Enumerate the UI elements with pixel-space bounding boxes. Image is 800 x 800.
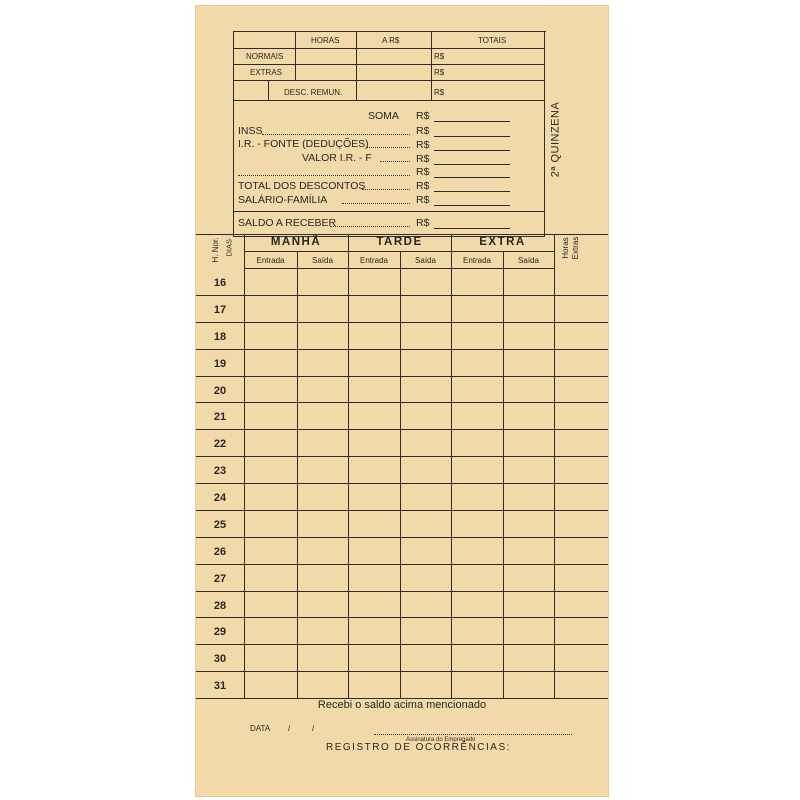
tarde-entrada-cell[interactable] bbox=[348, 510, 400, 537]
tarde-saida-cell[interactable] bbox=[400, 322, 451, 349]
horas-extras-cell[interactable] bbox=[554, 402, 608, 429]
horas-extras-cell[interactable] bbox=[554, 671, 608, 698]
horas-extras-cell[interactable] bbox=[554, 349, 608, 376]
col-totais: TOTAIS bbox=[478, 36, 507, 45]
day-label: 24 bbox=[213, 492, 227, 504]
tarde-entrada-cell[interactable] bbox=[348, 322, 400, 349]
date-slash-1: / bbox=[288, 724, 291, 733]
received-text: Recebi o saldo acima mencionado bbox=[317, 699, 487, 711]
manha-saida-cell[interactable] bbox=[297, 376, 348, 403]
tarde-saida-cell[interactable] bbox=[400, 671, 451, 698]
extra-entrada-cell[interactable] bbox=[451, 564, 503, 591]
extra-entrada-cell[interactable] bbox=[451, 591, 503, 618]
tarde-saida-cell[interactable] bbox=[400, 510, 451, 537]
day-label: 31 bbox=[213, 680, 227, 693]
ir-fonte-currency: R$ bbox=[416, 139, 430, 151]
day-label: 27 bbox=[213, 572, 227, 585]
extra-entrada-cell[interactable] bbox=[451, 402, 503, 429]
manha-saida-cell[interactable] bbox=[297, 429, 348, 456]
manha-entrada-cell[interactable] bbox=[244, 429, 297, 456]
salario-familia-field[interactable] bbox=[434, 205, 510, 206]
manha-entrada-cell[interactable] bbox=[244, 564, 297, 591]
manha-entrada-cell[interactable] bbox=[244, 349, 297, 376]
tarde-entrada-cell[interactable] bbox=[348, 402, 400, 429]
tarde-entrada-cell[interactable] bbox=[348, 644, 400, 671]
tarde-saida: Saída bbox=[415, 256, 436, 265]
tarde-entrada: Entrada bbox=[359, 256, 389, 265]
manha-saida-cell[interactable] bbox=[297, 349, 348, 376]
date-slash-2: / bbox=[312, 724, 315, 733]
manha-saida: Saída bbox=[312, 256, 333, 265]
tarde-saida-cell[interactable] bbox=[400, 295, 451, 322]
manha-saida-cell[interactable] bbox=[297, 564, 348, 591]
manha-saida-cell[interactable] bbox=[297, 617, 348, 644]
saldo-currency: R$ bbox=[416, 217, 430, 229]
blank-currency: R$ bbox=[416, 166, 430, 178]
total-descontos-field[interactable] bbox=[434, 191, 510, 192]
day-label: 29 bbox=[213, 626, 227, 639]
registro-ocorrencias: REGISTRO DE OCORRÊNCIAS: bbox=[326, 742, 511, 753]
tarde-saida-cell[interactable] bbox=[400, 429, 451, 456]
extra-saida-cell[interactable] bbox=[503, 268, 554, 295]
manha-saida-cell[interactable] bbox=[297, 456, 348, 483]
horas-extras-cell[interactable] bbox=[554, 456, 608, 483]
manha-saida-cell[interactable] bbox=[297, 591, 348, 618]
valor-ir-label: VALOR I.R. - F bbox=[302, 152, 372, 164]
tarde-saida-cell[interactable] bbox=[400, 617, 451, 644]
soma-label: SOMA bbox=[368, 110, 399, 122]
currency-desc: R$ bbox=[434, 88, 445, 97]
day-label: 17 bbox=[213, 303, 227, 316]
horas-extras-cell[interactable] bbox=[554, 483, 608, 510]
manha-saida-cell[interactable] bbox=[297, 510, 348, 537]
tarde-entrada-cell[interactable] bbox=[348, 617, 400, 644]
tarde-entrada-cell[interactable] bbox=[348, 591, 400, 618]
horas-extras-cell[interactable] bbox=[554, 564, 608, 591]
tarde-entrada-cell[interactable] bbox=[348, 376, 400, 403]
manha-entrada-cell[interactable] bbox=[244, 644, 297, 671]
extra-saida-cell[interactable] bbox=[503, 564, 554, 591]
manha-saida-cell[interactable] bbox=[297, 644, 348, 671]
extra-saida-cell[interactable] bbox=[503, 376, 554, 403]
extra-entrada-cell[interactable] bbox=[451, 537, 503, 564]
extras-label: Extras bbox=[571, 236, 580, 260]
total-descontos-label: TOTAL DOS DESCONTOS bbox=[238, 180, 366, 192]
extra-entrada-cell[interactable] bbox=[451, 322, 503, 349]
extra-entrada-cell[interactable] bbox=[451, 376, 503, 403]
currency-extras: R$ bbox=[434, 68, 445, 77]
salario-familia-label: SALÁRIO-FAMÍLIA bbox=[238, 194, 328, 206]
extra-entrada-cell[interactable] bbox=[451, 295, 503, 322]
tarde-header: TARDE bbox=[376, 236, 423, 248]
signature-line[interactable] bbox=[374, 734, 572, 735]
extra-entrada-cell[interactable] bbox=[451, 671, 503, 698]
horas-extras-cell[interactable] bbox=[554, 617, 608, 644]
horas-extras-cell[interactable] bbox=[554, 537, 608, 564]
manha-entrada-cell[interactable] bbox=[244, 295, 297, 322]
data-label: DATA bbox=[250, 724, 271, 733]
signature-label: Assinatura do Empregado bbox=[406, 737, 476, 743]
day-label: 26 bbox=[213, 545, 227, 558]
manha-saida-cell[interactable] bbox=[297, 322, 348, 349]
extra-saida-cell[interactable] bbox=[503, 456, 554, 483]
saldo-label: SALDO A RECEBER bbox=[238, 217, 337, 229]
manha-entrada-cell[interactable] bbox=[244, 537, 297, 564]
tarde-entrada-cell[interactable] bbox=[348, 295, 400, 322]
manha-entrada-cell[interactable] bbox=[244, 671, 297, 698]
horas-extras-cell[interactable] bbox=[554, 510, 608, 537]
day-label: 22 bbox=[213, 438, 227, 451]
horas-extras-cell[interactable] bbox=[554, 268, 608, 295]
soma-field[interactable] bbox=[434, 121, 510, 122]
row-extras: EXTRAS bbox=[250, 68, 283, 77]
row-normais: NORMAIS bbox=[246, 52, 284, 61]
day-label: 21 bbox=[213, 411, 227, 424]
extra-saida-cell[interactable] bbox=[503, 510, 554, 537]
tarde-entrada-cell[interactable] bbox=[348, 671, 400, 698]
day-label: 23 bbox=[213, 465, 227, 478]
blank-field[interactable] bbox=[434, 177, 510, 178]
extra-entrada-cell[interactable] bbox=[451, 483, 503, 510]
extra-entrada-cell[interactable] bbox=[451, 510, 503, 537]
day-label: 25 bbox=[213, 518, 227, 531]
day-label: 16 bbox=[213, 277, 227, 289]
horas-extras-cell[interactable] bbox=[554, 644, 608, 671]
valor-ir-currency: R$ bbox=[416, 153, 430, 165]
manha-entrada-cell[interactable] bbox=[244, 483, 297, 510]
tarde-saida-cell[interactable] bbox=[400, 591, 451, 618]
tarde-entrada-cell[interactable] bbox=[348, 268, 400, 295]
valor-ir-field[interactable] bbox=[434, 164, 510, 165]
manha-entrada: Entrada bbox=[256, 256, 285, 265]
tarde-entrada-cell[interactable] bbox=[348, 429, 400, 456]
day-label: 18 bbox=[213, 330, 227, 343]
extra-saida-cell[interactable] bbox=[503, 295, 554, 322]
tarde-saida-cell[interactable] bbox=[400, 456, 451, 483]
extra-saida-cell[interactable] bbox=[503, 644, 554, 671]
extra-saida-cell[interactable] bbox=[503, 537, 554, 564]
tarde-saida-cell[interactable] bbox=[400, 564, 451, 591]
tarde-saida-cell[interactable] bbox=[400, 537, 451, 564]
row-desc-remun: DESC. REMUN. bbox=[284, 88, 343, 97]
tarde-saida-cell[interactable] bbox=[400, 644, 451, 671]
h-nor-label: H. Nor. bbox=[211, 237, 220, 263]
day-label: 28 bbox=[213, 599, 227, 612]
extra-saida-cell[interactable] bbox=[503, 349, 554, 376]
saldo-field[interactable] bbox=[434, 228, 510, 229]
manha-entrada-cell[interactable] bbox=[244, 591, 297, 618]
tarde-saida-cell[interactable] bbox=[400, 349, 451, 376]
day-label: 30 bbox=[213, 653, 227, 666]
extra-entrada: Entrada bbox=[462, 256, 492, 265]
tarde-saida-cell[interactable] bbox=[400, 483, 451, 510]
tarde-entrada-cell[interactable] bbox=[348, 483, 400, 510]
manha-saida-cell[interactable] bbox=[297, 537, 348, 564]
manha-saida-cell[interactable] bbox=[297, 268, 348, 295]
inss-label: INSS bbox=[238, 125, 263, 137]
tarde-entrada-cell[interactable] bbox=[348, 456, 400, 483]
extra-header: EXTRA bbox=[479, 236, 526, 248]
soma-currency: R$ bbox=[416, 110, 430, 122]
ir-fonte-field[interactable] bbox=[434, 150, 510, 151]
day-label: 19 bbox=[213, 357, 227, 370]
tarde-entrada-cell[interactable] bbox=[348, 537, 400, 564]
salario-familia-currency: R$ bbox=[416, 194, 430, 206]
inss-currency: R$ bbox=[416, 125, 430, 137]
extra-saida-cell[interactable] bbox=[503, 617, 554, 644]
manha-saida-cell[interactable] bbox=[297, 295, 348, 322]
extra-saida-cell[interactable] bbox=[503, 591, 554, 618]
manha-entrada-cell[interactable] bbox=[244, 402, 297, 429]
dias-label: DIAS bbox=[224, 239, 234, 257]
manha-entrada-cell[interactable] bbox=[244, 376, 297, 403]
horas-extras-cell[interactable] bbox=[554, 429, 608, 456]
extra-entrada-cell[interactable] bbox=[451, 268, 503, 295]
horas-extras-cell[interactable] bbox=[554, 295, 608, 322]
quinzena-label: 2ª QUINZENA bbox=[549, 101, 562, 178]
col-a-rs: A R$ bbox=[382, 36, 400, 45]
inss-field[interactable] bbox=[434, 136, 510, 137]
extra-entrada-cell[interactable] bbox=[451, 429, 503, 456]
time-card bbox=[196, 6, 608, 796]
extra-saida-cell[interactable] bbox=[503, 429, 554, 456]
extra-entrada-cell[interactable] bbox=[451, 456, 503, 483]
manha-entrada-cell[interactable] bbox=[244, 617, 297, 644]
manha-saida-cell[interactable] bbox=[297, 671, 348, 698]
tarde-saida-cell[interactable] bbox=[400, 268, 451, 295]
tarde-entrada-cell[interactable] bbox=[348, 349, 400, 376]
extra-saida-cell[interactable] bbox=[503, 671, 554, 698]
tarde-saida-cell[interactable] bbox=[400, 402, 451, 429]
extra-saida-cell[interactable] bbox=[503, 483, 554, 510]
horas-extras-cell[interactable] bbox=[554, 322, 608, 349]
manha-entrada-cell[interactable] bbox=[244, 510, 297, 537]
day-label: 20 bbox=[213, 384, 227, 397]
horas-label: Horas bbox=[561, 237, 570, 259]
extra-entrada-cell[interactable] bbox=[451, 617, 503, 644]
horas-extras-cell[interactable] bbox=[554, 376, 608, 403]
col-horas: HORAS bbox=[311, 36, 340, 45]
extra-entrada-cell[interactable] bbox=[451, 644, 503, 671]
manha-entrada-cell[interactable] bbox=[244, 456, 297, 483]
manha-saida-cell[interactable] bbox=[297, 402, 348, 429]
extra-saida-cell[interactable] bbox=[503, 402, 554, 429]
currency-normais: R$ bbox=[434, 52, 445, 61]
extra-saida-cell[interactable] bbox=[503, 322, 554, 349]
tarde-saida-cell[interactable] bbox=[400, 376, 451, 403]
extra-entrada-cell[interactable] bbox=[451, 349, 503, 376]
manha-entrada-cell[interactable] bbox=[244, 322, 297, 349]
total-descontos-currency: R$ bbox=[416, 180, 430, 192]
manha-header: MANHÃ bbox=[270, 236, 322, 248]
ir-fonte-label: I.R. - FONTE (DEDUÇÕES) bbox=[238, 138, 369, 150]
horas-extras-cell[interactable] bbox=[554, 591, 608, 618]
manha-saida-cell[interactable] bbox=[297, 483, 348, 510]
extra-saida: Saída bbox=[518, 256, 539, 265]
manha-entrada-cell[interactable] bbox=[244, 268, 297, 295]
tarde-entrada-cell[interactable] bbox=[348, 564, 400, 591]
